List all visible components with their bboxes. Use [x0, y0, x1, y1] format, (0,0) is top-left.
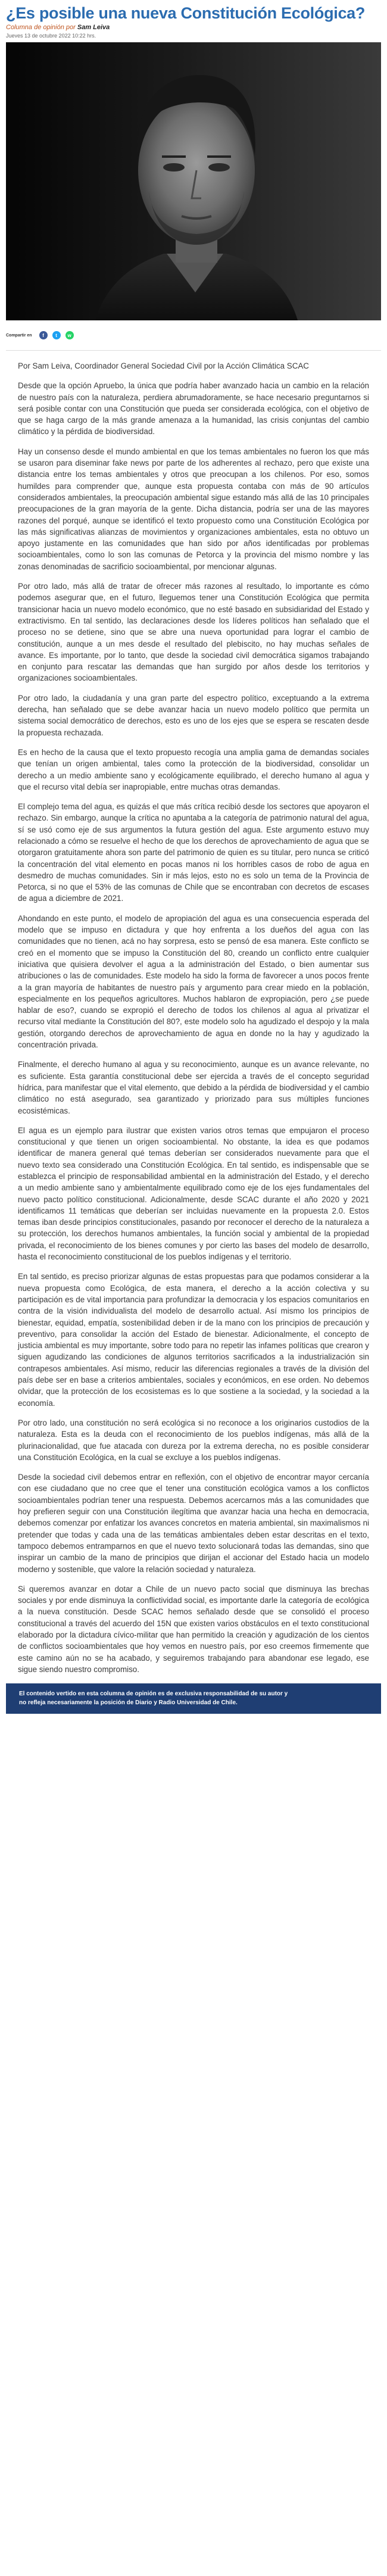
body-paragraph: Por otro lado, una constitución no será ecológica si no reconoce a los originarios custodios de la naturaleza. Esta es la deuda con el reconocimiento de los pueblos indígenas, más allá de la plurinacionalidad, que fue atacada con dureza por la extrema derecha, no es posible considerar una Constitución Ecológica, en la cual se excluye a los pueblos indígenas.	[18, 1418, 369, 1462]
author-line: Por Sam Leiva, Coordinador General Sociedad Civil por la Acción Climática SCAC	[18, 361, 309, 370]
body-paragraph: Por otro lado, la ciudadanía y una gran parte del espectro político, exceptuando a la extrema derecha, han señalado que se debe avanzar hacia un nuevo modelo político que permita un sistema social democrático de derechos, esto es uno de los ejes que se espera se rescaten desde la propuesta rechazada.	[18, 693, 369, 737]
body-paragraph: Finalmente, el derecho humano al agua y su reconocimiento, aunque es un avance relevante, no es suficiente. Esta garantía constitucional debe ser ejercida a través de el concepto seguridad hídrica, para manifestar que el vital elemento, que debido a la pérdida de biodiversidad y el cambio climático no está asegurado, sea garantizado y priorizado para sus múltiples funciones ecosistémicas.	[18, 1060, 369, 1115]
body-paragraph: Por otro lado, más allá de tratar de ofrecer más razones al resultado, lo importante es cómo podemos asegurar que, en el futuro, lleguemos tener una Constitución Ecológica que permita transicionar hacia un nuevo modelo económico, que no esté basado en subsidiaridad del Estado y extractivismo. En tal sentido, las declaraciones desde los líderes políticos han señalado que el proceso no se detiene, sino que se abre una nueva oportunidad para lograr el cambio de constitución, aunque a un mes desde el resultado del plebiscito, no hay muchas señales de avance. Es importante, por lo tanto, que desde la sociedad civil democrática sigamos trabajando en conjunto para rescatar las demandas que han surgido por años desde los territorios y organizaciones socioambientales.	[18, 582, 369, 683]
article-header	[0, 0, 387, 39]
body-paragraph: Desde la sociedad civil debemos entrar en reflexión, con el objetivo de encontrar mayor cercanía con ese ciudadano que no cree que el tener una constitución ecológica vamos a los conflictos socioambientales podrían tener una respuesta. Debemos acercarnos más a las comunidades que hoy prefieren seguir con una Constitución ilegítima que avanzar hacia una hecha en democracia, debemos comenzar por enfatizar los avances concretos en materia ambiental, sin maximalismos ni pretender que todas y cada una de las temáticas ambientales deben estar descritas en el texto, tampoco debemos entramparnos en que el nuevo texto solucionará todas las demandas, sino que inspirar un cambio de la mano de principios que dirijan el accionar del Estado hacia un modelo moderno y sostenible, que valore la relación sociedad y naturaleza.	[18, 1473, 369, 1574]
body-paragraph: El agua es un ejemplo para ilustrar que existen varios otros temas que empujaron el proceso constitucional y que tienen un origen socioambiental. No obstante, la idea es que podamos identificar de manera general qué temas deberían ser considerados nuevamente para que el nuevo texto sea considerado una Constitución Ecológica. En tal sentido, es indispensable que se establezca el principio de responsabilidad ambiental en la administración del Estado, y el derecho a un medio ambiente sano y ambientalmente equilibrado como eje de los ejes fundamentales del nuevo pacto político constitucional. Adicionalmente, desde SCAC durante el año 2020 y 2021 identificamos 11 temáticas que deberían ser incluidas nuevamente en la propuesta 2.0. Estos temas iban desde principios constitucionales, pasando por reconocer el derecho de la naturaleza a su protección, los derechos humanos ambientales, la función social y ambiental de la propiedad privada, el reconocimiento de los bienes comunes y por cierto las bases del modelo de desarrollo, hasta el reconocimiento constitucional de los pueblos indígenas y el territorio.	[18, 1125, 369, 1262]
body-paragraph: En tal sentido, es preciso priorizar algunas de estas propuestas para que podamos considerar a la nueva propuesta como Ecológica, de esta manera, el derecho a la acción colectiva y su participación es de vital importancia para profundizar la democracia y los espacios comunitarios en contra de la visión individualista del modelo de desarrollo actual. Así mismo los principios de bienestar, equidad, empatía, sostenibilidad deben ir de la mano con los principios de precaución y preventivo, para consolidar la acción del Estado de bienestar. Adicionalmente, el concepto de justicia ambiental es muy importante, sobre todo para no repetir las infames políticas que crearon y siguen agudizando las condiciones de algunos territorios sacrificados a la industrialización sin contrapesos ambientales. Así mismo, reducir las diferencias regionales a través de la división del país debe ser en base a criterios ambientales, sociales y económicos, en ese orden. No debemos olvidar, que la protección de los ecosistemas es lo que sostiene a la sociedad, y la sociedad a la economía.	[18, 1272, 369, 1408]
disclaimer-text-2: no refleja necesariamente la posición de Diario y Radio Universidad de Chile.	[19, 1699, 238, 1707]
byline-author[interactable]: Sam Leiva	[77, 24, 110, 31]
twitter-icon: t	[55, 332, 57, 338]
disclaimer-box	[6, 1683, 381, 1714]
author-photo	[6, 42, 381, 320]
body-paragraph: El complejo tema del agua, es quizás el que más crítica recibió desde los sectores que apoyaron el rechazo. Sin embargo, aunque la crítica no apuntaba a la categoría de patrimonio natural del agua, sí se usó como eje de sus argumentos la futura gestión del agua. Este argumento estuvo muy relacionado a cómo se resuelve el hecho de que los derechos de aprovechamiento de agua que se otorgaron gratuitamente ahora son parte del patrimonio de quien es su titular, pero nunca se criticó la concentración del vital elemento en pocas manos ni los horribles casos de robo de agua en desmedro de muchas comunidades. Sin ir más lejos, esto no es solo un tema de la Provincia de Petorca, si no que el 53% de las comunas de Chile que se encontraban con decretos de escases de agua a diciembre de 2021.	[18, 802, 369, 903]
article-body	[0, 351, 387, 1675]
share-label: Compartir en	[6, 333, 32, 338]
body-paragraph: Si queremos avanzar en dotar a Chile de un nuevo pacto social que disminuya las brechas sociales y por ende disminuya la conflictividad social, es importante darle la categoría de ecológica a la nueva constitución. Desde SCAC hemos señalado desde que se consolidó el proceso constitucional a través del acuerdo del 15N que existen varios obstáculos en el texto constitucional elaborado por la dictadura cívico-militar que han permitido la creación y agudización de los cientos de conflictos socioambientales que hoy vemos en nuestro país, por eso creemos firmemente que este camino aún no se ha acabado, y seguiremos trabajando para abandonar ese legado, ese sigue siendo nuestro compromiso.	[18, 1584, 369, 1674]
publish-date: Jueves 13 de octubre 2022 10:22 hrs.	[6, 33, 96, 39]
body-paragraph: Es en hecho de la causa que el texto propuesto recogía una amplia gama de demandas sociales que tenían un origen ambiental, tales como la protección de la biodiversidad, consolidar un derecho a un medio ambiente sano y ecológicamente equilibrado, el derecho humano al agua y que el recurso vital debía ser inapropiable, entre muchas otras demandas.	[18, 747, 369, 791]
whatsapp-icon: w	[67, 332, 71, 338]
byline-prefix: Columna de opinión por	[6, 24, 76, 31]
portrait-image	[6, 42, 381, 320]
body-paragraph: Ahondando en este punto, el modelo de apropiación del agua es una consecuencia esperada del modelo que se impuso en dictadura y que hoy enfrenta a los dueños del agua con las comunidades que no tienen, acá no hay sorpresa, esto se pensó de esa manera. Este conflicto se creó en el momento que se impuso la Constitución del 80, creando un conflicto entre cualquier iniciativa que quisiera devolver el agua a la administración del Estado, o bien aumentar sus atribuciones o las de comunidades. Este modelo ha sido la forma de favorecer a unos pocos frente a la gran mayoría de habitantes de nuestro país y argumento para crear miedo en la población, especialmente en los pequeños agricultores. Muchos hablaron de expropiación, pero ¿se puede hablar de eso?, cuando se expropió el derecho de todos los chilenos al agua al privatizar el recurso vital mediante la Constitución del 80?, este modelo solo ha agudizado el despojo y la mala gestión, otorgando derechos de aprovechamiento de agua en donde no la hay y agudizado la concentración privada.	[18, 913, 369, 1050]
disclaimer-lead: El contenido vertido en esta columna de opinión	[19, 1691, 157, 1698]
whatsapp-share-button[interactable]	[65, 331, 74, 339]
byline	[6, 24, 381, 31]
facebook-share-button[interactable]	[39, 331, 48, 339]
twitter-share-button[interactable]	[52, 331, 61, 339]
facebook-icon: f	[42, 332, 44, 338]
article-title: ¿Es posible una nueva Constitución Ecológica?	[6, 4, 366, 22]
body-paragraph: Hay un consenso desde el mundo ambiental en que los temas ambientales no fueron los que más se usaron para diseminar fake news por parte de los adherentes al rechazo, pero que existe una distancia entre los temas ambientales y otros que preocupan a los chilenos. Por eso, somos humildes para comprender que, aunque esta propuesta contaba con más de 90 artículos considerados ambientales, la preocupación ambiental sigue estando más allá de las 10 principales preocupaciones de la gran mayoría de la gente. Dicha distancia, podría ser una de las mayores razones del porqué, aunque se identificó el texto propuesto como una Constitución Ecológica por las más significativas alianzas de movimientos y organizaciones ambientales, esta no obtuvo un apoyo justamente en las comunidades que han sido por años identificadas por problemas socioambientales, como lo son las comunas de Petorca y la provincia del mismo nombre y las zonas denominadas de sacrificio socioambiental, por mencionar algunas.	[18, 447, 369, 571]
disclaimer-text-1: es de exclusiva responsabilidad de su autor y	[156, 1691, 288, 1698]
share-bar	[6, 320, 381, 351]
body-paragraph: Desde que la opción Apruebo, la única que podría haber avanzado hacia un cambio en la relación de nuestro país con la naturaleza, perdiera abrumadoramente, se hace necesario preguntarnos si será posible contar con una Constitución que pueda ser considerada ecológica, con el objetivo de que se haga cargo de la más grande amenaza a la humanidad, las crisis conjuntas del cambio climático y la pérdida de biodiversidad.	[18, 381, 369, 436]
